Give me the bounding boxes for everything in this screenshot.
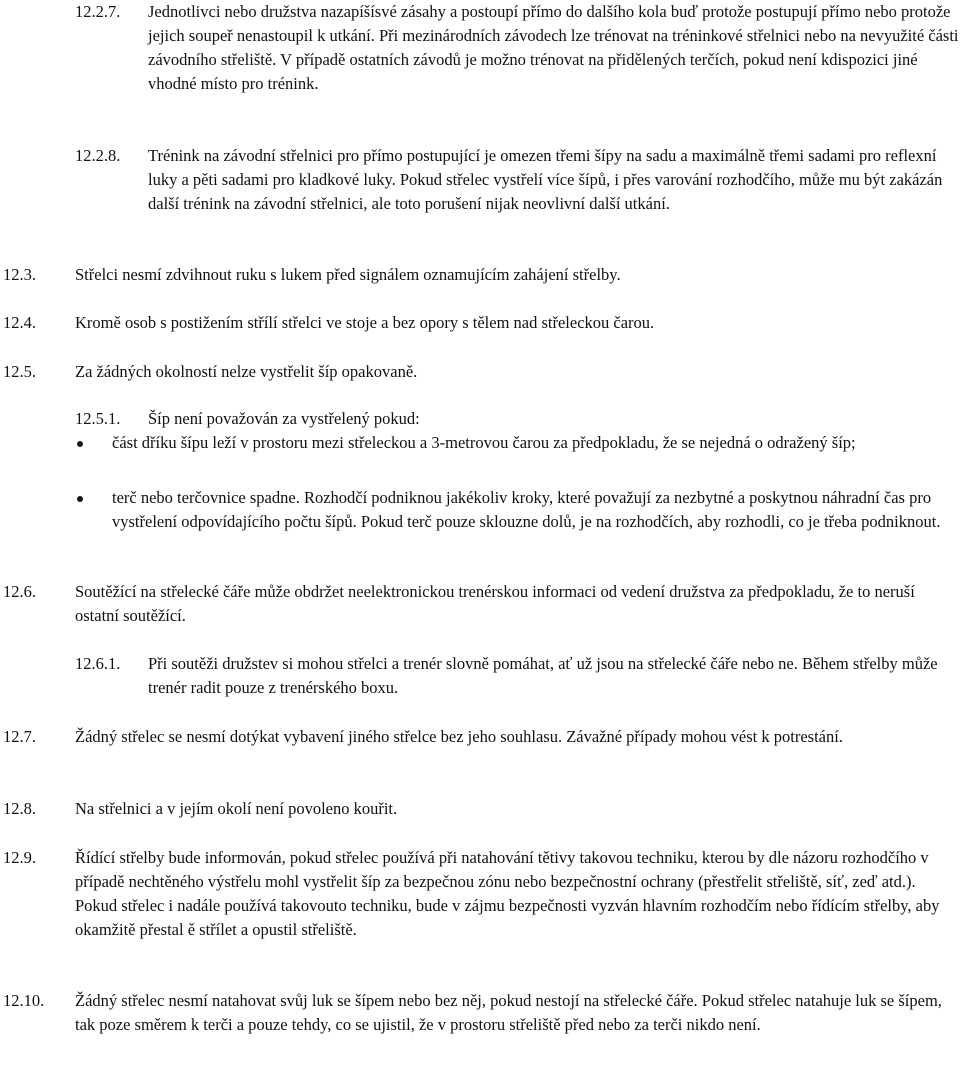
list-item-text: část dříku šípu leží v prostoru mezi střeleckou a 3-metrovou čarou za předpokladu, že se nejedná o odražený šíp; (112, 433, 856, 452)
bullet-icon (77, 441, 83, 447)
section-number: 12.2.8. (75, 146, 121, 165)
section-text: Na střelnici a v jejím okolí není povoleno kouřit. (75, 799, 398, 818)
section-number: 12.9. (3, 848, 36, 867)
section-number: 12.3. (3, 265, 36, 284)
section-text: Žádný střelec nesmí natahovat svůj luk se šípem nebo bez něj, pokud nestojí na střelecké čáře. Pokud střelec natahuje luk se šípem, tak poze směrem k terči a pouze tehdy, co se ujistil, že v prostoru střeliště před nebo za terči nikdo není. (75, 991, 942, 1034)
section-text: Řídící střelby bude informován, pokud střelec používá při natahování tětivy takovou techniku, kterou by dle názoru rozhodčího v případě nechtěného výstřelu mohl vystřelit šíp za bezpečnou zónu nebo bezpečnostní ochrany (přestřelit střeliště, síť, zeď atd.). Pokud střelec i nadále používá takovouto techniku, bude v zájmu bezpečnosti vyzván hlavním rozhodčím nebo řídícím střelby, aby okamžitě přestal ě střílet a opustil střeliště. (75, 848, 940, 939)
section-number: 12.8. (3, 799, 36, 818)
section-text: Soutěžící na střelecké čáře může obdržet neelektronickou trenérskou informaci od vedení družstva za předpokladu, že to neruší ostatní soutěžící. (75, 582, 915, 625)
section-text: Žádný střelec se nesmí dotýkat vybavení jiného střelce bez jeho souhlasu. Závažné případy mohou vést k potrestání. (75, 727, 843, 746)
section-number: 12.2.7. (75, 2, 121, 21)
section-text: Za žádných okolností nelze vystřelit šíp opakovaně. (75, 362, 418, 381)
section-number: 12.5.1. (75, 409, 121, 428)
section-number: 12.5. (3, 362, 36, 381)
bullet-icon (77, 496, 83, 502)
list-item-text: terč nebo terčovnice spadne. Rozhodčí podniknou jakékoliv kroky, které považují za nezbytné a poskytnou náhradní čas pro vystřelení odpovídajícího počtu šípů. Pokud terč pouze sklouzne dolů, je na rozhodčích, aby rozhodli, co je třeba podniknout. (112, 488, 941, 531)
section-text: Jednotlivci nebo družstva nazapíšísvé zásahy a postoupí přímo do dalšího kola buď protože postupují přímo nebo protože jejich soupeř nenastoupil k utkání. Při mezinárodních závodech lze trénovat na tréninkové střelnici nebo na nevyužité části závodního střeliště. V případě ostatních závodů je možno trénovat na přidělených terčích, pokud není kdispozici jiné vhodné místo pro trénink. (148, 2, 959, 93)
section-text: Kromě osob s postižením střílí střelci ve stoje a bez opory s tělem nad střeleckou čarou. (75, 313, 655, 332)
section-text: Střelci nesmí zdvihnout ruku s lukem před signálem oznamujícím zahájení střelby. (75, 265, 621, 284)
section-number: 12.7. (3, 727, 36, 746)
section-number: 12.10. (3, 991, 45, 1010)
section-number: 12.4. (3, 313, 36, 332)
section-text: Šíp není považován za vystřelený pokud: (148, 409, 420, 428)
section-number: 12.6.1. (75, 654, 121, 673)
section-text: Trénink na závodní střelnici pro přímo postupující je omezen třemi šípy na sadu a maximálně třemi sadami pro reflexní luky a pěti sadami pro kladkové luky. Pokud střelec vystřelí více šípů, i přes varování rozhodčího, může mu být zakázán další trénink na závodní střelnici, ale toto porušení nijak neovlivní další utkání. (148, 146, 943, 213)
section-number: 12.6. (3, 582, 36, 601)
section-text: Při soutěži družstev si mohou střelci a trenér slovně pomáhat, ať už jsou na střelecké čáře nebo ne. Během střelby může trenér radit pouze z trenérského boxu. (148, 654, 938, 697)
